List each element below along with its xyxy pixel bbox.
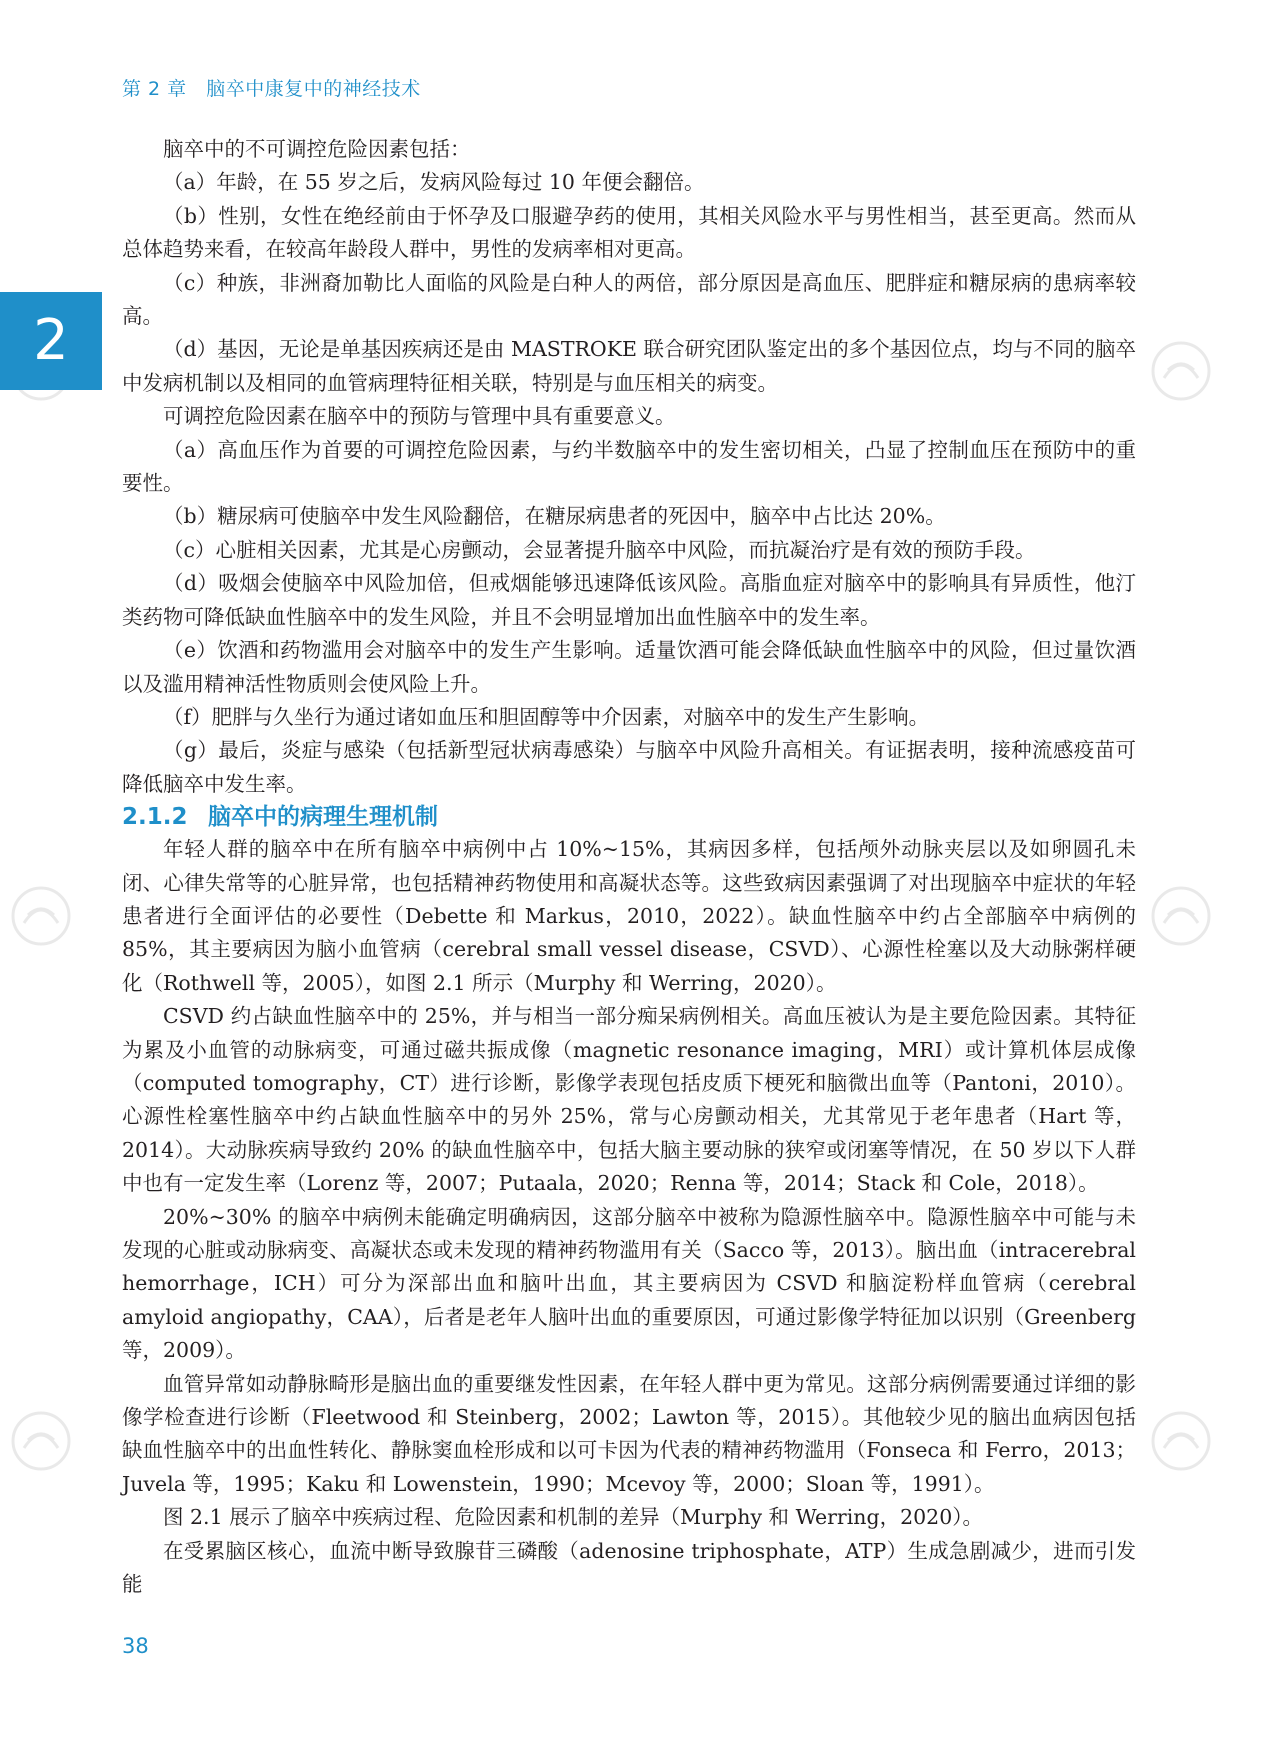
- paragraph: （a）年龄，在 55 岁之后，发病风险每过 10 年便会翻倍。: [163, 170, 705, 195]
- paragraph: （d）基因，无论是单基因疾病还是由 MASTROKE 联合研究团队鉴定出的多个基因位点，均与不同的脑卒中发病机制以及相同的血管病理特征相关联，特别是与血压相关的病变。: [122, 337, 1136, 395]
- paragraph: （e）饮酒和药物滥用会对脑卒中的发生产生影响。适量饮酒可能会降低缺血性脑卒中的风险，但过量饮酒以及滥用精神活性物质则会使风险上升。: [122, 638, 1136, 696]
- section-heading: [122, 801, 1136, 833]
- watermark-seal-icon: [10, 1410, 72, 1472]
- watermark-seal-icon: [1150, 885, 1212, 947]
- chapter-title: 脑卒中康复中的神经技术: [206, 78, 421, 100]
- paragraph: 脑卒中的不可调控危险因素包括：: [163, 137, 471, 161]
- paragraph: （a）高血压作为首要的可调控危险因素，与约半数脑卒中的发生密切相关，凸显了控制血压在预防中的重要性。: [122, 437, 1136, 496]
- paragraph: （d）吸烟会使脑卒中风险加倍，但戒烟能够迅速降低该风险。高脂血症对脑卒中的影响具有异质性，他汀类药物可降低缺血性脑卒中的发生风险，并且不会明显增加出血性脑卒中的发生率。: [122, 571, 1136, 629]
- chapter-tab: 2: [0, 292, 102, 390]
- page-number: 38: [122, 1634, 149, 1658]
- paragraph: （b）糖尿病可使脑卒中发生风险翻倍，在糖尿病患者的死因中，脑卒中占比达 20%。: [163, 504, 946, 529]
- paragraph: 20%~30% 的脑卒中病例未能确定明确病因，这部分脑卒中被称为隐源性脑卒中。隐源性脑卒中可能与未发现的心脏或动脉病变、高凝状态或未发现的精神药物滥用有关（Sacco 等，2013）。脑出血（intracerebral hemorrhage，ICH）可分为深部出血和脑叶出血，其主要病因为 CSVD 和脑淀粉样血管病（cerebral amyloid angiopathy，CAA），后者是老年人脑叶出血的重要原因，可通过影像学特征加以识别（Greenberg 等，2009）。: [122, 1204, 1136, 1363]
- paragraph: CSVD 约占缺血性脑卒中的 25%，并与相当一部分痴呆病例相关。高血压被认为是主要危险因素。其特征为累及小血管的动脉病变，可通过磁共振成像（magnetic resonance imaging，MRI）或计算机体层成像（computed tomography，CT）进行诊断，影像学表现包括皮质下梗死和脑微出血等（Pantoni，2010）。心源性栓塞性脑卒中约占缺血性脑卒中的另外 25%，常与心房颤动相关，尤其常见于老年患者（Hart 等，2014）。大动脉疾病导致约 20% 的缺血性脑卒中，包括大脑主要动脉的狭窄或闭塞等情况，在 50 岁以下人群中也有一定发生率（Lorenz 等，2007；Putaala，2020；Renna 等，2014；Stack 和 Cole，2018）。: [122, 1004, 1136, 1196]
- watermark-seal-icon: [1150, 340, 1212, 402]
- paragraph: 年轻人群的脑卒中在所有脑卒中病例中占 10%~15%，其病因多样，包括颅外动脉夹层以及如卵圆孔未闭、心律失常等的心脏异常，也包括精神药物使用和高凝状态等。这些致病因素强调了对出现脑卒中症状的年轻患者进行全面评估的必要性（Debette 和 Markus，2010，2022）。缺血性脑卒中约占全部脑卒中病例的 85%，其主要病因为脑小血管病（cerebral small vessel disease，CSVD）、心源性栓塞以及大动脉粥样硬化（Rothwell 等，2005），如图 2.1 所示（Murphy 和 Werring，2020）。: [122, 837, 1136, 995]
- paragraph: 图 2.1 展示了脑卒中疾病过程、危险因素和机制的差异（Murphy 和 Werring，2020）。: [163, 1505, 983, 1530]
- paragraph: （b）性别，女性在绝经前由于怀孕及口服避孕药的使用，其相关风险水平与男性相当，甚至更高。然而从总体趋势来看，在较高年龄段人群中，男性的发病率相对更高。: [122, 203, 1136, 262]
- paragraph: 血管异常如动静脉畸形是脑出血的重要继发性因素，在年轻人群中更为常见。这部分病例需要通过详细的影像学检查进行诊断（Fleetwood 和 Steinberg，2002；Lawton 等，2015）。其他较少见的脑出血病因包括缺血性脑卒中的出血性转化、静脉窦血栓形成和以可卡因为代表的精神药物滥用（Fonseca 和 Ferro，2013；Juvela 等，1995；Kaku 和 Lowenstein，1990；Mcevoy 等，2000；Sloan 等，1991）。: [122, 1371, 1136, 1496]
- watermark-seal-icon: [10, 885, 72, 947]
- paragraph: （c）心脏相关因素，尤其是心房颤动，会显著提升脑卒中风险，而抗凝治疗是有效的预防手段。: [163, 537, 1036, 562]
- section-number: 2.1.2: [122, 804, 188, 831]
- paragraph: 可调控危险因素在脑卒中的预防与管理中具有重要意义。: [163, 404, 676, 429]
- running-header: [122, 74, 421, 101]
- chapter-label: 第 2 章: [122, 78, 187, 100]
- paragraph: 在受累脑区核心，血流中断导致腺苷三磷酸（adenosine triphosphate，ATP）生成急剧减少，进而引发能: [122, 1538, 1136, 1597]
- watermark-seal-icon: [1150, 1410, 1212, 1472]
- paragraph: （f）肥胖与久坐行为通过诸如血压和胆固醇等中介因素，对脑卒中的发生产生影响。: [163, 704, 930, 729]
- body-text: [122, 133, 1136, 1601]
- paragraph: （g）最后，炎症与感染（包括新型冠状病毒感染）与脑卒中风险升高相关。有证据表明，接种流感疫苗可降低脑卒中发生率。: [122, 738, 1136, 796]
- section-title: 脑卒中的病理生理机制: [208, 804, 438, 831]
- paragraph: （c）种族，非洲裔加勒比人面临的风险是白种人的两倍，部分原因是高血压、肥胖症和糖尿病的患病率较高。: [122, 270, 1136, 329]
